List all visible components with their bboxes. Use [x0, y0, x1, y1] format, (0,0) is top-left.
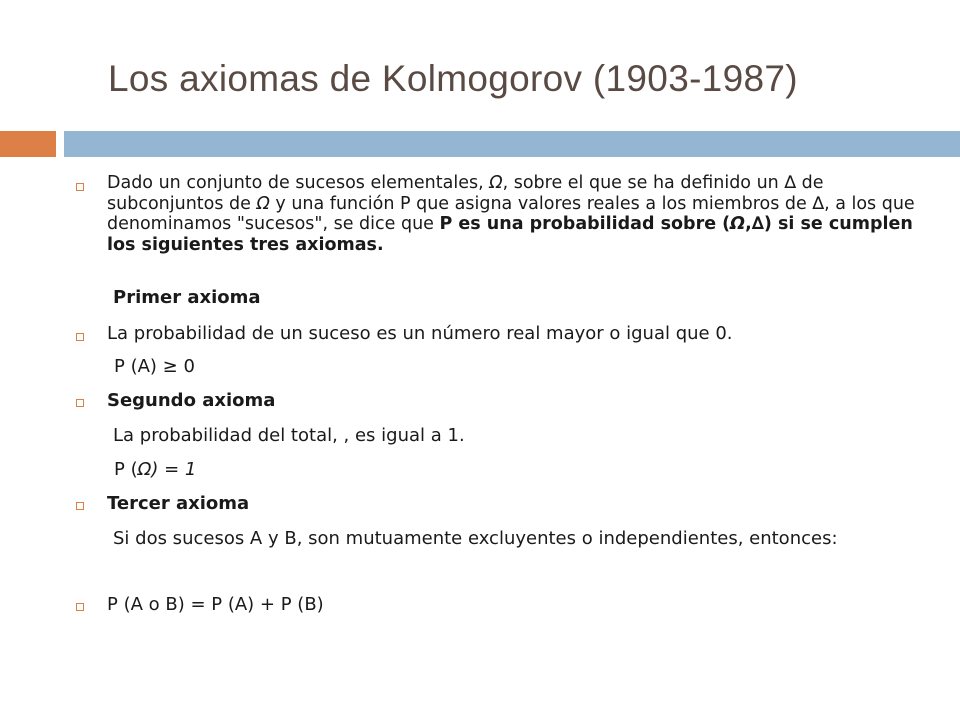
- second-axiom-formula: [114, 459, 196, 480]
- third-axiom-text: Si dos sucesos A y B, son mutuamente excluyentes o independientes, entonces:: [113, 528, 838, 549]
- bullet-icon: [76, 183, 84, 191]
- intro-paragraph: [107, 173, 927, 255]
- intro-bold-text: ,: [745, 214, 752, 234]
- omega-symbol: Ω: [256, 193, 270, 214]
- first-axiom-text: La probabilidad de un suceso es un número real mayor o igual que 0.: [107, 323, 733, 344]
- bullet-icon: [76, 603, 84, 611]
- second-axiom-text: La probabilidad del total, , es igual a 1.: [113, 425, 465, 446]
- delta-symbol: ∆: [812, 193, 825, 214]
- bullet-icon: [76, 502, 84, 510]
- bullet-icon: [76, 399, 84, 407]
- delta-symbol: ∆: [751, 214, 764, 234]
- omega-symbol: Ω: [137, 459, 152, 480]
- intro-text: de subconjuntos de: [107, 173, 824, 214]
- intro-text: , a los que denominamos "sucesos", se dice que: [107, 193, 915, 234]
- third-axiom-formula: P (A o B) = P (A) + P (B): [107, 594, 324, 615]
- delta-symbol: ∆: [784, 173, 797, 193]
- omega-symbol: Ω: [489, 173, 503, 193]
- intro-text: Dado un conjunto de sucesos elementales,: [107, 173, 490, 193]
- intro-bold-text: P es una probabilidad sobre (: [439, 214, 731, 234]
- formula-text: P (: [114, 459, 138, 480]
- omega-symbol: Ω: [730, 214, 746, 234]
- formula-text: ) = 1: [151, 459, 197, 480]
- page-title: Los axiomas de Kolmogorov (1903-1987): [108, 58, 798, 99]
- intro-text: , sobre el que se ha definido un: [502, 173, 785, 193]
- bullet-icon: [76, 333, 84, 341]
- second-axiom-heading: Segundo axioma: [107, 390, 276, 411]
- intro-bold-text: ) si se cumplen los siguientes tres axiomas.: [107, 214, 913, 255]
- first-axiom-heading: Primer axioma: [113, 287, 261, 308]
- first-axiom-formula: P (A) ≥ 0: [114, 356, 195, 377]
- intro-text: y una función P que asigna valores reales a los miembros de: [269, 193, 813, 214]
- third-axiom-heading: Tercer axioma: [107, 493, 250, 514]
